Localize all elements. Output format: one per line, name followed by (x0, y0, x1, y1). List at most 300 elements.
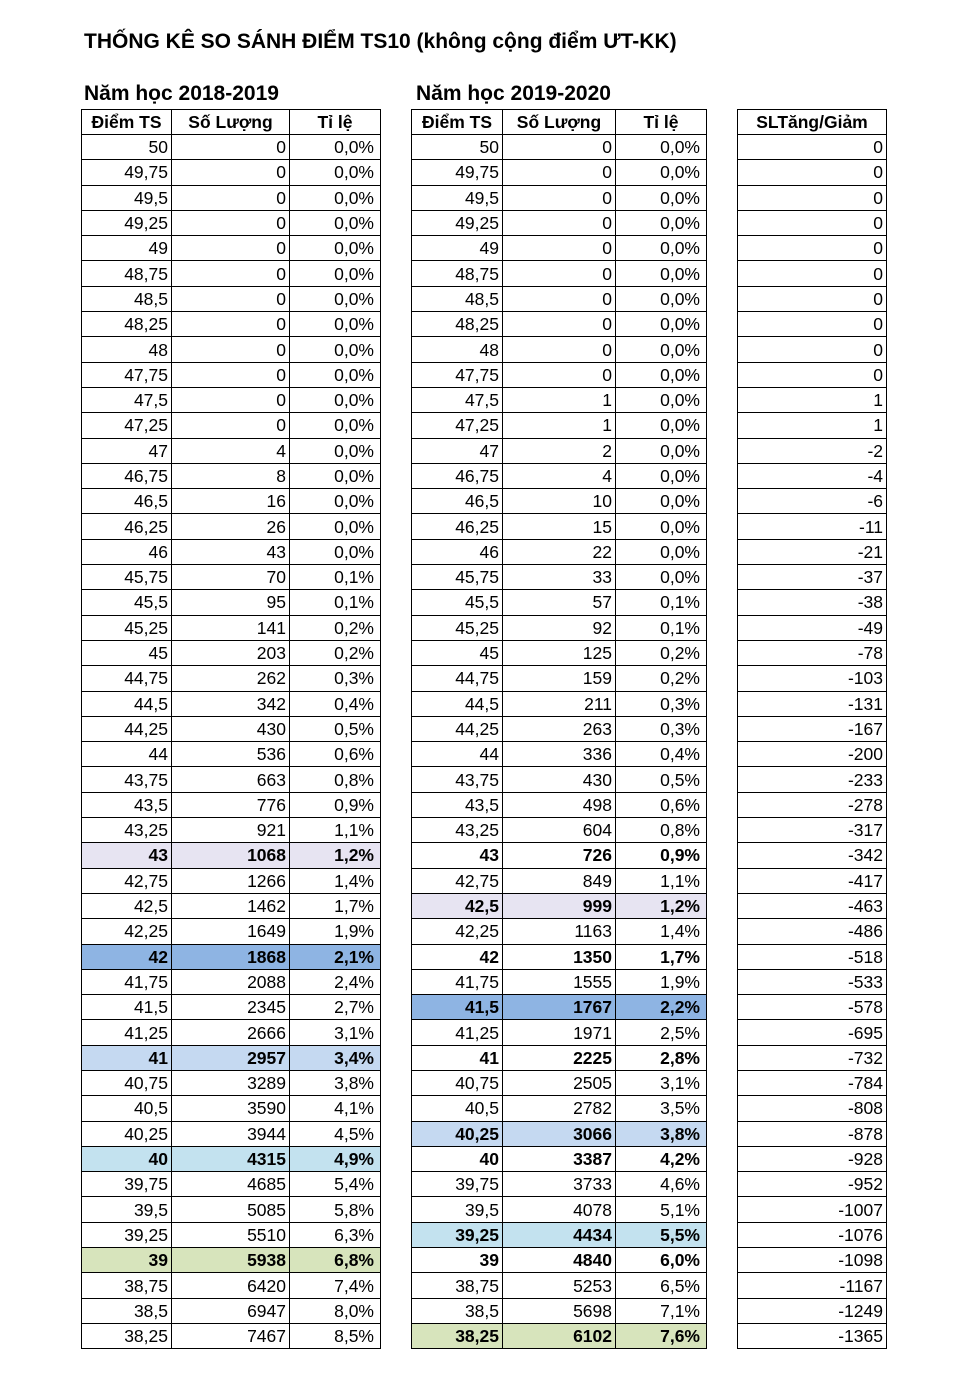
table-row (738, 716, 887, 741)
table-row (82, 539, 381, 564)
diff-cell: -11 (738, 514, 887, 539)
year-label-2018-2019: Năm học 2018-2019 (84, 82, 279, 105)
table-row (412, 944, 707, 969)
score-cell: 39,75 (82, 1172, 172, 1197)
ratio-cell: 3,8% (616, 1121, 707, 1146)
table-row (412, 1146, 707, 1171)
table-row (412, 1096, 707, 1121)
ratio-cell: 0,0% (616, 210, 707, 235)
header-count: Số Lượng (503, 110, 616, 135)
diff-cell: -1076 (738, 1222, 887, 1247)
table-row (82, 1045, 381, 1070)
score-cell: 38,5 (82, 1298, 172, 1323)
count-cell: 2088 (172, 969, 290, 994)
score-cell: 45,5 (82, 590, 172, 615)
count-cell: 141 (172, 615, 290, 640)
count-cell: 0 (172, 185, 290, 210)
count-cell: 0 (172, 135, 290, 160)
count-cell: 498 (503, 792, 616, 817)
ratio-cell: 8,0% (290, 1298, 381, 1323)
ratio-cell: 0,2% (616, 640, 707, 665)
table-row (738, 1070, 887, 1095)
table-row (82, 615, 381, 640)
table-row (738, 615, 887, 640)
count-cell: 43 (172, 539, 290, 564)
diff-cell: -200 (738, 742, 887, 767)
table-row (738, 893, 887, 918)
year-label-2019-2020: Năm học 2019-2020 (416, 82, 611, 105)
table-row (738, 1146, 887, 1171)
score-cell: 49,75 (412, 160, 503, 185)
table-row (738, 489, 887, 514)
diff-cell: -784 (738, 1070, 887, 1095)
table-row (82, 387, 381, 412)
table-row (738, 944, 887, 969)
count-cell: 203 (172, 640, 290, 665)
score-cell: 41,25 (412, 1020, 503, 1045)
ratio-cell: 0,3% (290, 666, 381, 691)
score-cell: 41,5 (82, 995, 172, 1020)
table-row (412, 893, 707, 918)
score-cell: 42,25 (82, 919, 172, 944)
score-cell: 46 (82, 539, 172, 564)
ratio-cell: 0,0% (290, 362, 381, 387)
table-row (412, 438, 707, 463)
table-body-2018-2019 (82, 135, 381, 1349)
score-cell: 41 (82, 1045, 172, 1070)
diff-cell: -518 (738, 944, 887, 969)
table-row (82, 160, 381, 185)
diff-cell: -2 (738, 438, 887, 463)
table-row (738, 792, 887, 817)
ratio-cell: 1,4% (616, 919, 707, 944)
count-cell: 3944 (172, 1121, 290, 1146)
score-cell: 48,25 (412, 312, 503, 337)
ratio-cell: 3,5% (616, 1096, 707, 1121)
diff-cell: 1 (738, 413, 887, 438)
diff-cell: -21 (738, 539, 887, 564)
ratio-cell: 2,5% (616, 1020, 707, 1045)
table-row (738, 565, 887, 590)
count-cell: 4078 (503, 1197, 616, 1222)
ratio-cell: 0,0% (616, 286, 707, 311)
ratio-cell: 0,0% (616, 337, 707, 362)
score-cell: 39,25 (412, 1222, 503, 1247)
score-cell: 43,5 (412, 792, 503, 817)
table-row (82, 767, 381, 792)
table-row (82, 362, 381, 387)
table-row (412, 615, 707, 640)
count-cell: 0 (503, 185, 616, 210)
ratio-cell: 2,4% (290, 969, 381, 994)
diff-cell: -695 (738, 1020, 887, 1045)
score-cell: 44,25 (82, 716, 172, 741)
table-row (412, 691, 707, 716)
ratio-cell: 0,1% (290, 565, 381, 590)
score-cell: 38,75 (82, 1273, 172, 1298)
ratio-cell: 0,5% (290, 716, 381, 741)
ratio-cell: 5,1% (616, 1197, 707, 1222)
diff-cell: 0 (738, 312, 887, 337)
table-row (82, 1146, 381, 1171)
table-row (412, 185, 707, 210)
score-cell: 44 (82, 742, 172, 767)
ratio-cell: 0,0% (616, 362, 707, 387)
count-cell: 1 (503, 413, 616, 438)
count-cell: 5510 (172, 1222, 290, 1247)
table-row (412, 286, 707, 311)
score-cell: 42,75 (82, 868, 172, 893)
score-cell: 46,75 (82, 463, 172, 488)
ratio-cell: 5,4% (290, 1172, 381, 1197)
ratio-cell: 1,4% (290, 868, 381, 893)
score-cell: 40,25 (412, 1121, 503, 1146)
diff-cell: -732 (738, 1045, 887, 1070)
ratio-cell: 0,0% (290, 337, 381, 362)
count-cell: 4685 (172, 1172, 290, 1197)
score-cell: 48,5 (82, 286, 172, 311)
table-row (82, 995, 381, 1020)
score-cell: 48 (412, 337, 503, 362)
score-cell: 40,5 (82, 1096, 172, 1121)
count-cell: 0 (172, 387, 290, 412)
ratio-cell: 4,9% (290, 1146, 381, 1171)
ratio-cell: 0,0% (616, 438, 707, 463)
header-ratio: Tỉ lệ (290, 110, 381, 135)
table-row (412, 1197, 707, 1222)
table-row (82, 818, 381, 843)
count-cell: 0 (503, 236, 616, 261)
diff-cell: -78 (738, 640, 887, 665)
ratio-cell: 5,8% (290, 1197, 381, 1222)
ratio-cell: 0,2% (290, 615, 381, 640)
score-cell: 39,25 (82, 1222, 172, 1247)
ratio-cell: 0,0% (616, 160, 707, 185)
count-cell: 5938 (172, 1248, 290, 1273)
table-row (738, 1222, 887, 1247)
table-row (82, 1096, 381, 1121)
table-row (82, 514, 381, 539)
table-row (412, 463, 707, 488)
count-cell: 263 (503, 716, 616, 741)
table-row (738, 742, 887, 767)
score-cell: 43 (82, 843, 172, 868)
diff-cell: -49 (738, 615, 887, 640)
score-cell: 45,75 (82, 565, 172, 590)
ratio-cell: 3,1% (616, 1070, 707, 1095)
table-row (738, 539, 887, 564)
score-cell: 49,5 (82, 185, 172, 210)
table-row (82, 919, 381, 944)
table-row (412, 843, 707, 868)
count-cell: 1 (503, 387, 616, 412)
diff-cell: -417 (738, 868, 887, 893)
score-cell: 47,5 (82, 387, 172, 412)
ratio-cell: 4,6% (616, 1172, 707, 1197)
table-row (82, 792, 381, 817)
table-row (412, 1172, 707, 1197)
ratio-cell: 1,9% (616, 969, 707, 994)
score-cell: 47,5 (412, 387, 503, 412)
count-cell: 33 (503, 565, 616, 590)
ratio-cell: 0,0% (616, 514, 707, 539)
diff-cell: -463 (738, 893, 887, 918)
table-row (412, 1045, 707, 1070)
count-cell: 0 (172, 261, 290, 286)
count-cell: 0 (172, 337, 290, 362)
table-row (412, 640, 707, 665)
count-cell: 5698 (503, 1298, 616, 1323)
count-cell: 7467 (172, 1323, 290, 1348)
table-row (738, 210, 887, 235)
diff-cell: -233 (738, 767, 887, 792)
table-row (738, 387, 887, 412)
count-cell: 2782 (503, 1096, 616, 1121)
diff-cell: -1007 (738, 1197, 887, 1222)
ratio-cell: 0,0% (290, 489, 381, 514)
score-cell: 44,75 (82, 666, 172, 691)
score-cell: 47,75 (82, 362, 172, 387)
count-cell: 2505 (503, 1070, 616, 1095)
table-row (412, 969, 707, 994)
diff-cell: 0 (738, 362, 887, 387)
table-row (738, 818, 887, 843)
table-row (738, 1248, 887, 1273)
table-row (412, 1273, 707, 1298)
table-difference (737, 109, 887, 1349)
score-cell: 42 (412, 944, 503, 969)
table-row (412, 362, 707, 387)
score-cell: 48,25 (82, 312, 172, 337)
diff-cell: 0 (738, 160, 887, 185)
score-cell: 50 (82, 135, 172, 160)
count-cell: 342 (172, 691, 290, 716)
count-cell: 0 (172, 236, 290, 261)
score-cell: 46,5 (412, 489, 503, 514)
table-row (82, 210, 381, 235)
ratio-cell: 0,1% (616, 590, 707, 615)
diff-cell: -1249 (738, 1298, 887, 1323)
score-cell: 49 (82, 236, 172, 261)
score-cell: 47 (82, 438, 172, 463)
count-cell: 3289 (172, 1070, 290, 1095)
table-row (738, 1197, 887, 1222)
table-row (82, 261, 381, 286)
ratio-cell: 0,0% (290, 160, 381, 185)
table-row (738, 160, 887, 185)
ratio-cell: 0,0% (290, 286, 381, 311)
count-cell: 2 (503, 438, 616, 463)
ratio-cell: 3,8% (290, 1070, 381, 1095)
ratio-cell: 0,4% (616, 742, 707, 767)
count-cell: 3387 (503, 1146, 616, 1171)
score-cell: 47,75 (412, 362, 503, 387)
table-row (738, 868, 887, 893)
score-cell: 42,25 (412, 919, 503, 944)
ratio-cell: 0,0% (290, 312, 381, 337)
score-cell: 44,5 (82, 691, 172, 716)
count-cell: 0 (503, 312, 616, 337)
score-cell: 39,5 (412, 1197, 503, 1222)
diff-cell: 0 (738, 210, 887, 235)
table-row (412, 919, 707, 944)
table-row (738, 1323, 887, 1348)
ratio-cell: 7,1% (616, 1298, 707, 1323)
table-row (82, 286, 381, 311)
score-cell: 44 (412, 742, 503, 767)
ratio-cell: 1,7% (616, 944, 707, 969)
ratio-cell: 7,6% (616, 1323, 707, 1348)
count-cell: 336 (503, 742, 616, 767)
count-cell: 1350 (503, 944, 616, 969)
ratio-cell: 0,0% (616, 489, 707, 514)
table-row (738, 1121, 887, 1146)
score-cell: 39,75 (412, 1172, 503, 1197)
ratio-cell: 0,6% (290, 742, 381, 767)
score-cell: 38,75 (412, 1273, 503, 1298)
count-cell: 70 (172, 565, 290, 590)
ratio-cell: 2,8% (616, 1045, 707, 1070)
diff-cell: -131 (738, 691, 887, 716)
count-cell: 0 (503, 135, 616, 160)
ratio-cell: 0,0% (616, 261, 707, 286)
diff-cell: -37 (738, 565, 887, 590)
count-cell: 0 (503, 160, 616, 185)
count-cell: 430 (172, 716, 290, 741)
count-cell: 776 (172, 792, 290, 817)
table-row (412, 489, 707, 514)
count-cell: 1868 (172, 944, 290, 969)
table-row (82, 1197, 381, 1222)
count-cell: 4840 (503, 1248, 616, 1273)
diff-cell: -103 (738, 666, 887, 691)
header-score: Điểm TS (82, 110, 172, 135)
table-row (738, 261, 887, 286)
table-row (412, 160, 707, 185)
header-score: Điểm TS (412, 110, 503, 135)
table-row (82, 413, 381, 438)
ratio-cell: 0,0% (290, 387, 381, 412)
diff-cell: -952 (738, 1172, 887, 1197)
diff-cell: -6 (738, 489, 887, 514)
count-cell: 1767 (503, 995, 616, 1020)
table-row (412, 792, 707, 817)
count-cell: 3066 (503, 1121, 616, 1146)
score-cell: 41,25 (82, 1020, 172, 1045)
ratio-cell: 8,5% (290, 1323, 381, 1348)
count-cell: 0 (172, 160, 290, 185)
table-row (82, 438, 381, 463)
table-2018-2019 (81, 109, 381, 1349)
table-row (412, 312, 707, 337)
header-row (412, 110, 707, 135)
table-row (412, 590, 707, 615)
table-row (738, 843, 887, 868)
score-cell: 39 (412, 1248, 503, 1273)
table-row (412, 1248, 707, 1273)
score-cell: 43,25 (412, 818, 503, 843)
table-row (738, 337, 887, 362)
ratio-cell: 0,0% (616, 236, 707, 261)
score-cell: 45,75 (412, 565, 503, 590)
table-row (738, 463, 887, 488)
table-row (738, 590, 887, 615)
score-cell: 49,75 (82, 160, 172, 185)
count-cell: 0 (503, 210, 616, 235)
ratio-cell: 0,0% (616, 463, 707, 488)
table-row (738, 1172, 887, 1197)
score-cell: 40,25 (82, 1121, 172, 1146)
count-cell: 57 (503, 590, 616, 615)
table-row (82, 843, 381, 868)
table-row (82, 1273, 381, 1298)
table-row (738, 236, 887, 261)
ratio-cell: 3,1% (290, 1020, 381, 1045)
count-cell: 95 (172, 590, 290, 615)
score-cell: 39 (82, 1248, 172, 1273)
count-cell: 2345 (172, 995, 290, 1020)
score-cell: 46,25 (82, 514, 172, 539)
count-cell: 211 (503, 691, 616, 716)
ratio-cell: 0,0% (290, 539, 381, 564)
table-row (412, 742, 707, 767)
count-cell: 0 (503, 286, 616, 311)
table-row (82, 640, 381, 665)
count-cell: 5085 (172, 1197, 290, 1222)
score-cell: 46 (412, 539, 503, 564)
page-title: THỐNG KÊ SO SÁNH ĐIỂM TS10 (không cộng điểm ƯT-KK) (84, 30, 677, 53)
diff-cell: 0 (738, 236, 887, 261)
diff-cell: -1365 (738, 1323, 887, 1348)
score-cell: 38,25 (412, 1323, 503, 1348)
table-row (412, 565, 707, 590)
count-cell: 26 (172, 514, 290, 539)
table-row (82, 1298, 381, 1323)
score-cell: 41 (412, 1045, 503, 1070)
header-diff: SLTăng/Giảm (738, 110, 887, 135)
diff-cell: -878 (738, 1121, 887, 1146)
ratio-cell: 0,4% (290, 691, 381, 716)
ratio-cell: 1,1% (616, 868, 707, 893)
diff-cell: -317 (738, 818, 887, 843)
diff-cell: 0 (738, 286, 887, 311)
ratio-cell: 6,8% (290, 1248, 381, 1273)
table-row (412, 135, 707, 160)
table-row (738, 666, 887, 691)
table-row (738, 1273, 887, 1298)
count-cell: 159 (503, 666, 616, 691)
ratio-cell: 0,0% (290, 413, 381, 438)
table-row (738, 413, 887, 438)
diff-cell: 1 (738, 387, 887, 412)
score-cell: 40,5 (412, 1096, 503, 1121)
count-cell: 726 (503, 843, 616, 868)
table-row (738, 1020, 887, 1045)
count-cell: 0 (503, 261, 616, 286)
count-cell: 0 (172, 312, 290, 337)
table-row (82, 742, 381, 767)
ratio-cell: 4,1% (290, 1096, 381, 1121)
score-cell: 42,75 (412, 868, 503, 893)
table-row (82, 1222, 381, 1247)
ratio-cell: 0,9% (290, 792, 381, 817)
count-cell: 5253 (503, 1273, 616, 1298)
count-cell: 1266 (172, 868, 290, 893)
ratio-cell: 0,6% (616, 792, 707, 817)
ratio-cell: 0,5% (616, 767, 707, 792)
table-row (412, 1323, 707, 1348)
table-row (738, 1298, 887, 1323)
